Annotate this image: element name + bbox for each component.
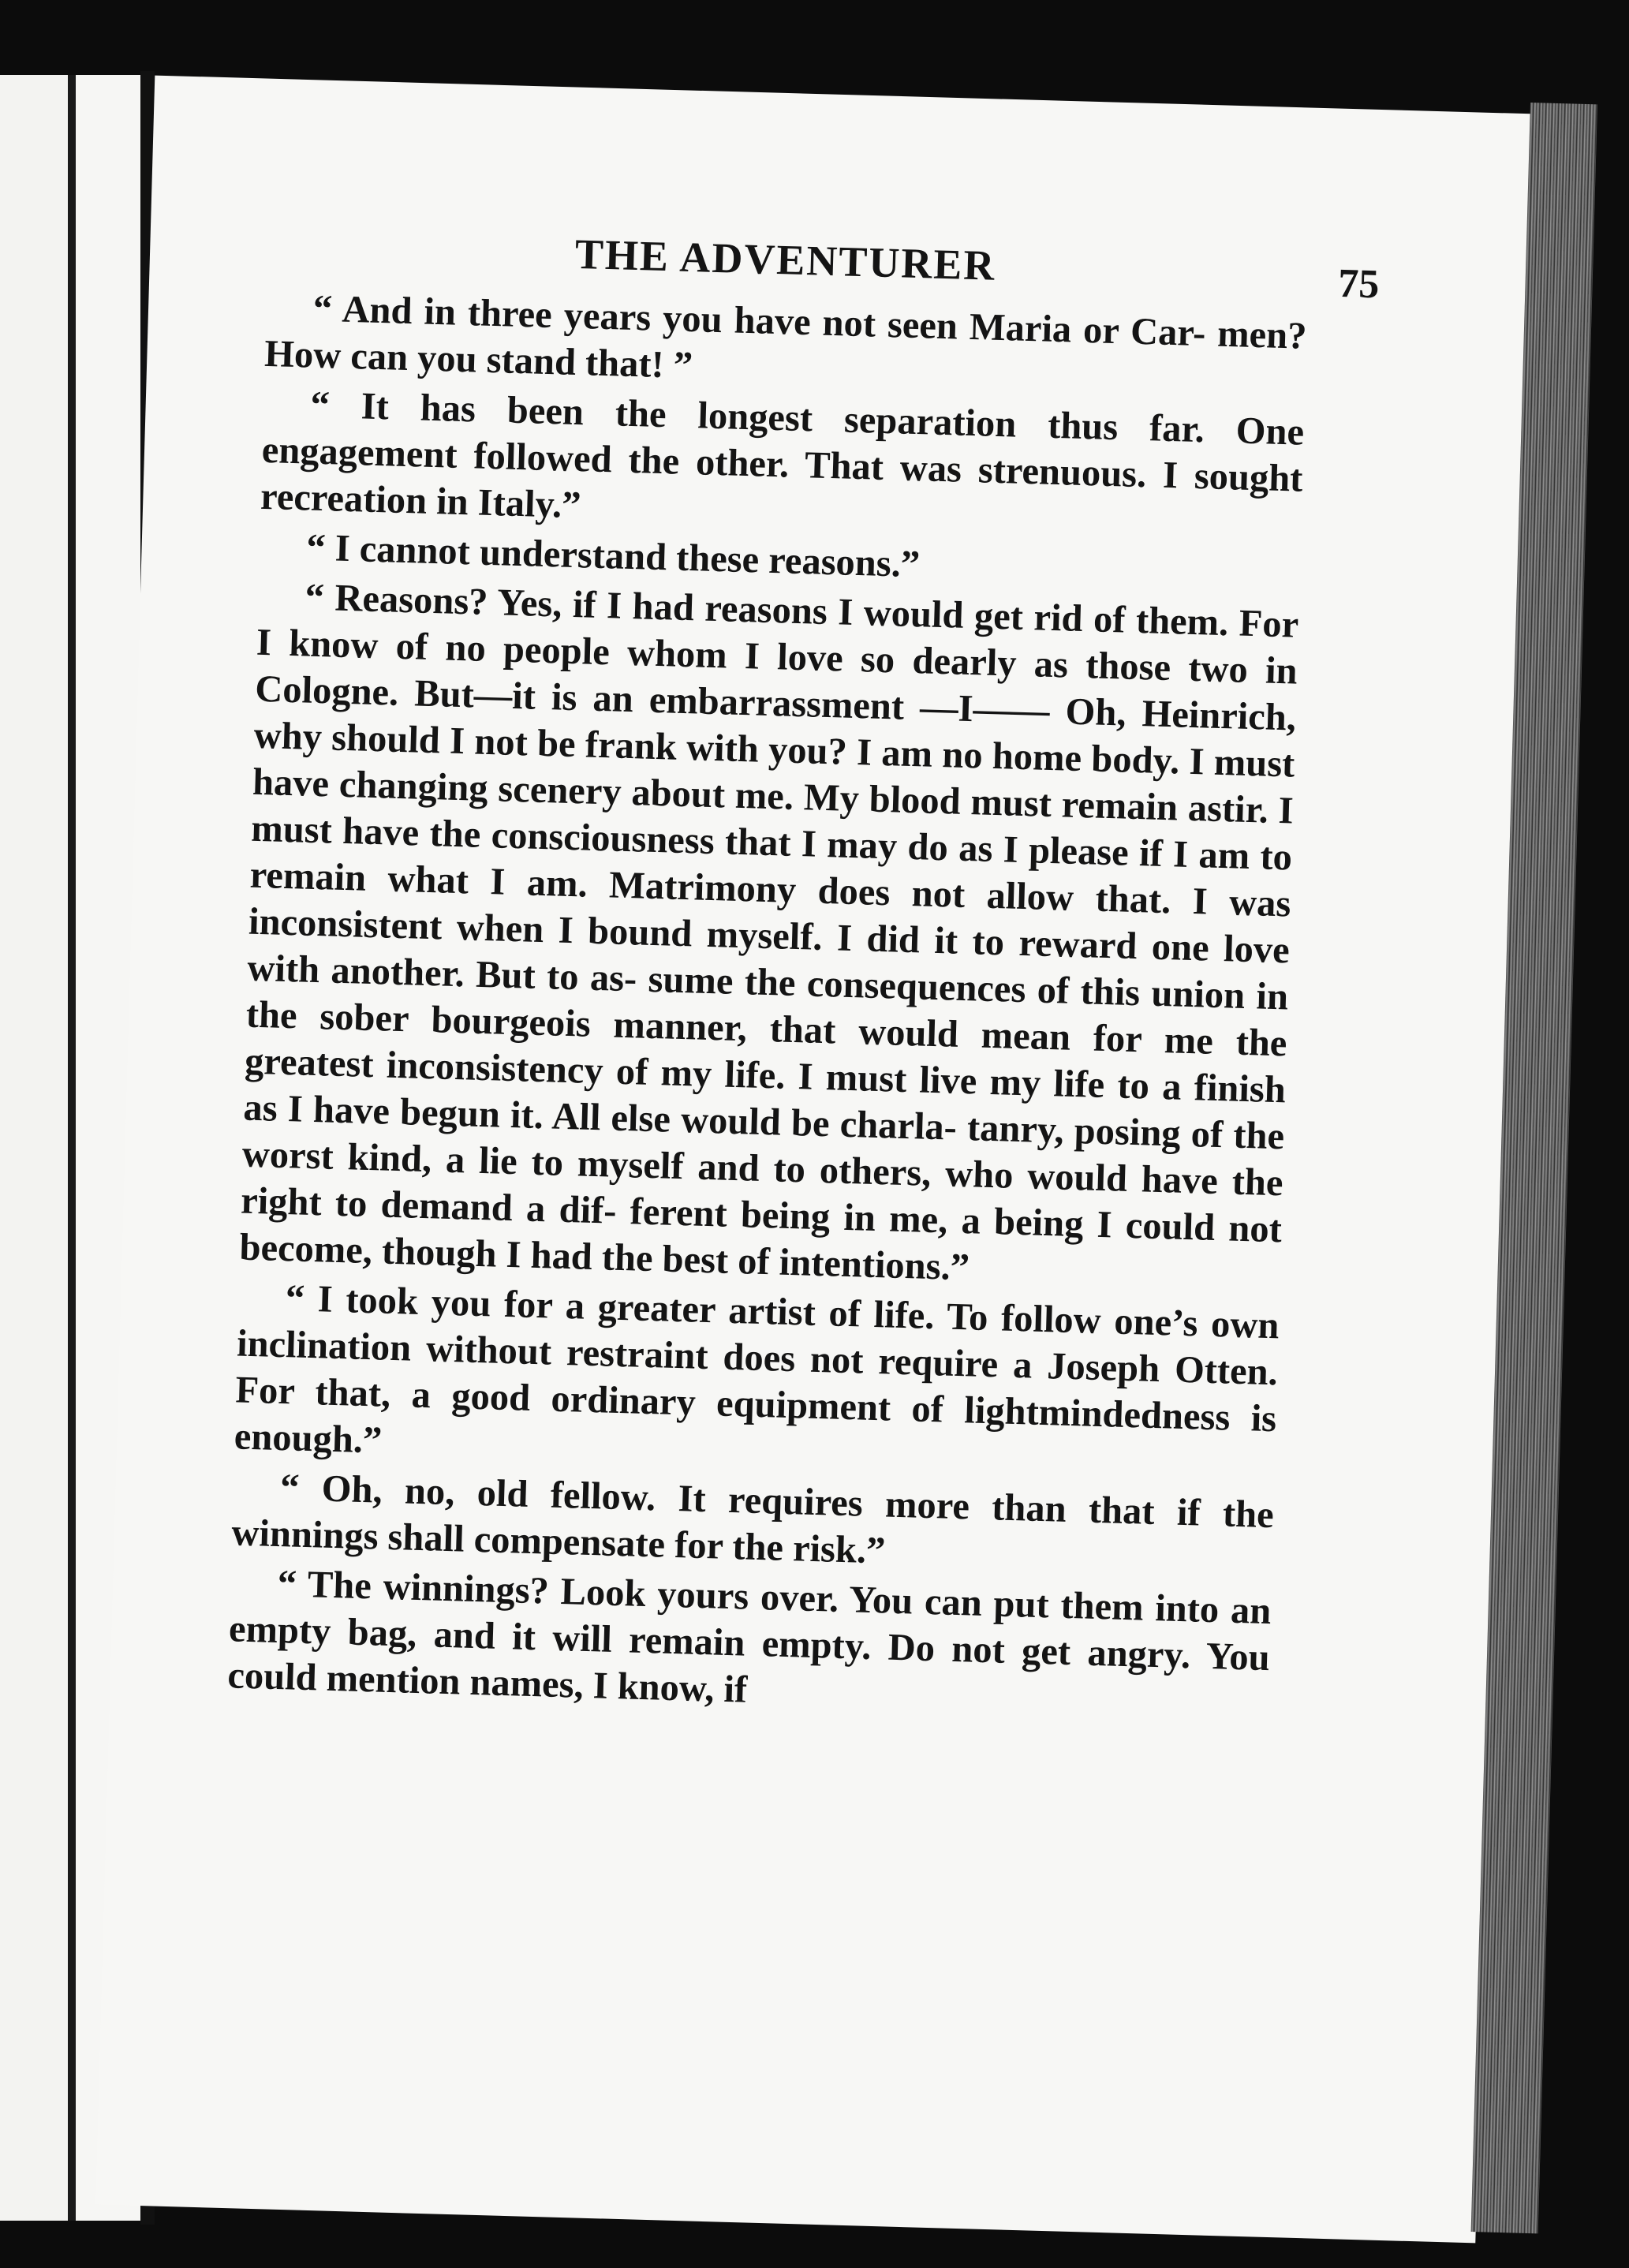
paragraph: “ Oh, no, old fellow. It requires more than that if the winnings shall compensate for the risk.” [230,1467,1275,1572]
page-text-block [226,221,1381,1731]
paragraph: “ It has been the longest separation thus far. One engagement followed the other. That was strenuous. I sought recreation in Italy.” [260,383,1305,527]
running-head-title: THE ADVENTURER [574,230,997,290]
paragraph: “ And in three years you have not seen Maria or Car- men? How can you stand that! ” [263,287,1308,387]
page-number: 75 [1337,260,1381,308]
paragraph: “ Reasons? Yes, if I had reasons I would get rid of them. For I know of no people whom I love so dearly as those two in Cologne. But—it is an embarrassment —I—— Oh, Heinrich, why should I not be frank with you? I am no home body. I must have changing scenery about me. My blood must remain astir. I must have the consciousness that I may do as I please if I am to remain what I am. Matrimony does not allow that. I was inconsistent when I bound myself. I did it to reward one love with another. But to as- sume the consequences of this union in the sober bourgeois manner, that would mean for me the greatest inconsistency of my life. I must live my life to a finish as I have begun it. All else would be charla- tanry, posing of the worst kind, a lie to myself and to others, who would have the right to demand a dif- ferent being in me, a being I could not become, though I had the best of intentions.” [238,576,1299,1289]
left-page-shadow [68,75,76,2221]
paragraph: “ I took you for a greater artist of life. To follow one’s own inclination without restraint does not require a Joseph Otten. For that, a good ordinary equipment of lightmindedness is enough.” [234,1277,1280,1462]
paragraph: “ I cannot understand these reasons.” [305,526,921,586]
paragraph: “ The winnings? Look yours over. You can put them into an empty bag, and it will remain empty. Do not get angry. You could mention names, I know, if [226,1563,1272,1711]
